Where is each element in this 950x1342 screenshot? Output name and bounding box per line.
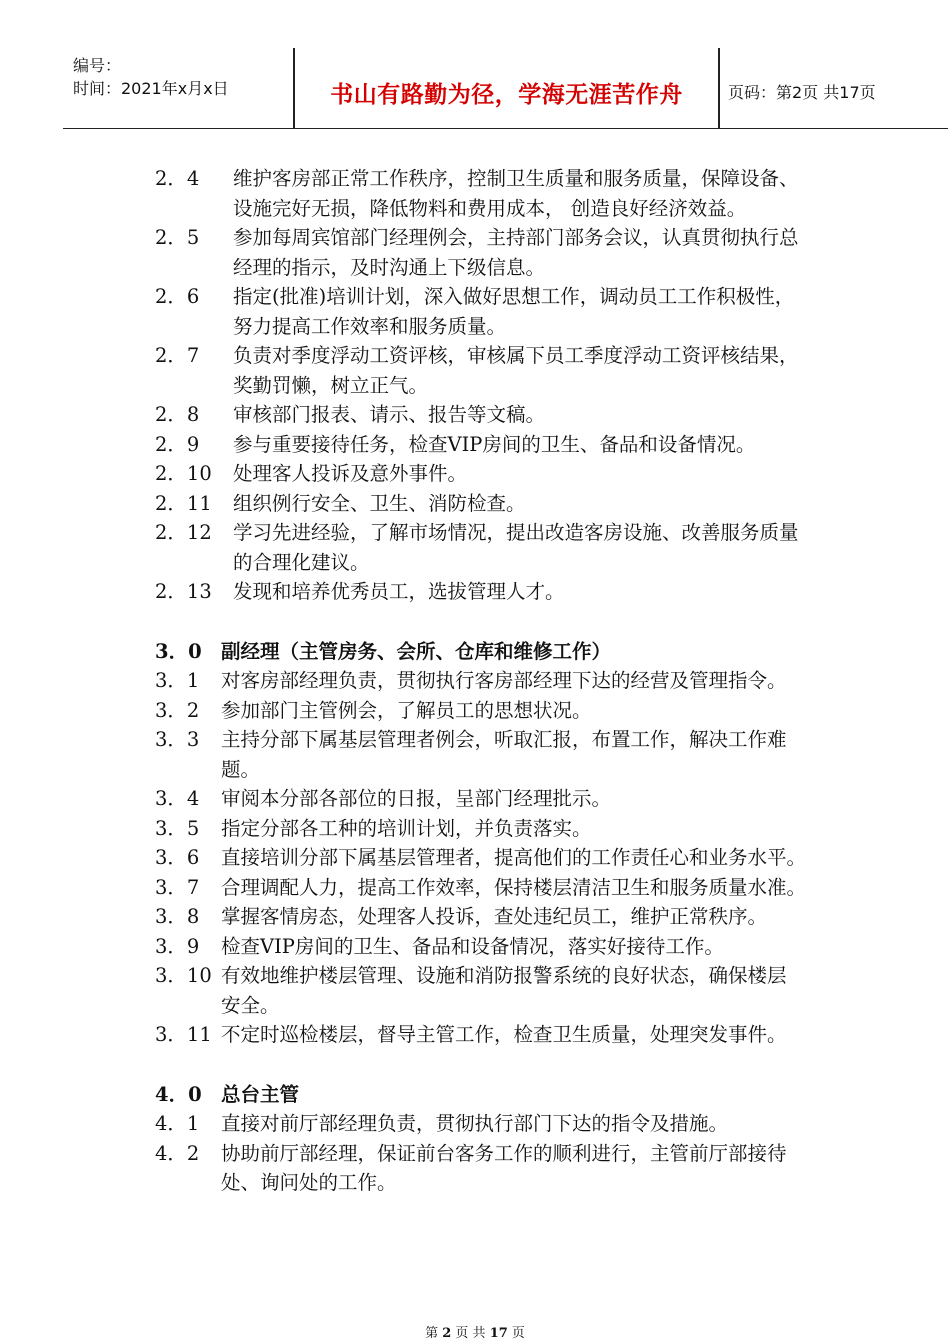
item-text-line: 组织例行安全、卫生、消防检查。 <box>233 491 526 515</box>
page-footer <box>0 1322 950 1341</box>
header-divider <box>718 48 720 128</box>
item-text-line: 处、询问处的工作。 <box>221 1171 397 1194</box>
item-number: 2．8 <box>155 403 200 426</box>
section-heading <box>0 1080 950 1110</box>
item-number: 3．11 <box>155 1023 212 1046</box>
item-text-line: 维护客房部正常工作秩序，控制卫生质量和服务质量，保障设备、 <box>233 167 799 190</box>
item-text-line: 负责对季度浮动工资评核，审核属下员工季度浮动工资评核结果， <box>233 344 799 367</box>
header-page-number: 页码：第2页 共17页 <box>728 83 876 102</box>
item-text-line: 指定分部各工种的培训计划，并负责落实。 <box>221 816 592 840</box>
item-number: 2．9 <box>155 432 200 456</box>
item-number: 3．3 <box>155 728 200 751</box>
heading-number: 4．0 <box>155 1082 202 1106</box>
section-3 <box>0 637 950 1050</box>
item-number: 3．2 <box>155 698 200 722</box>
section-4 <box>0 1080 950 1198</box>
item-text-line: 审阅本分部各部位的日报，呈部门经理批示。 <box>221 787 612 810</box>
header-motto: 书山有路勤为径，学海无涯苦作舟 <box>330 82 683 108</box>
list-item <box>0 282 950 341</box>
list-item <box>0 1109 950 1139</box>
list-item <box>0 400 950 430</box>
footer-suffix: 页 <box>511 1326 525 1341</box>
item-number: 3．10 <box>155 964 212 987</box>
footer-total-pages: 17 <box>489 1326 508 1341</box>
item-text-line: 奖勤罚懒，树立正气。 <box>233 373 429 397</box>
item-text-line: 对客房部经理负责，贯彻执行客房部经理下达的经营及管理指令。 <box>221 669 787 692</box>
list-item <box>0 1139 950 1198</box>
item-number: 2．5 <box>155 226 200 249</box>
section-gap <box>0 607 950 637</box>
item-text-line: 有效地维护楼层管理、设施和消防报警系统的良好状态，确保楼层 <box>221 964 787 987</box>
item-number: 3．8 <box>155 905 200 928</box>
footer-page-number: 2 <box>442 1326 452 1341</box>
item-text-line: 合理调配人力，提高工作效率，保持楼层清洁卫生和服务质量水准。 <box>221 875 807 899</box>
item-text-line: 参加部门主管例会，了解员工的思想状况。 <box>221 698 592 722</box>
section-heading <box>0 637 950 667</box>
item-number: 2．11 <box>155 491 212 515</box>
list-item <box>0 577 950 607</box>
list-item <box>0 223 950 282</box>
item-number: 3．7 <box>155 875 200 899</box>
item-number: 4．2 <box>155 1141 200 1165</box>
heading-text: 总台主管 <box>221 1082 300 1106</box>
item-text-line: 指定(批准)培训计划，深入做好思想工作，调动员工工作积极性， <box>233 285 795 308</box>
footer-mid: 页 共 <box>455 1326 486 1341</box>
item-number: 3．9 <box>155 934 200 958</box>
list-item <box>0 430 950 460</box>
item-text-line: 掌握客情房态，处理客人投诉，查处违纪员工，维护正常秩序。 <box>221 905 768 928</box>
list-item <box>0 725 950 784</box>
item-number: 4．1 <box>155 1112 200 1135</box>
header-meta <box>73 54 229 100</box>
list-item <box>0 164 950 223</box>
item-number: 2．4 <box>155 167 200 190</box>
list-item <box>0 518 950 577</box>
list-item <box>0 961 950 1020</box>
list-item <box>0 902 950 932</box>
section-2 <box>0 164 950 607</box>
item-number: 2．13 <box>155 580 212 603</box>
item-text-line: 设施完好无损，降低物料和费用成本， 创造良好经济效益。 <box>233 196 747 220</box>
item-number: 2．7 <box>155 344 200 367</box>
list-item <box>0 814 950 844</box>
item-number: 2．10 <box>155 462 212 485</box>
section-gap <box>0 1050 950 1080</box>
item-text-line: 主持分部下属基层管理者例会，听取汇报，布置工作，解决工作难 <box>221 728 787 751</box>
list-item <box>0 873 950 903</box>
list-item <box>0 696 950 726</box>
item-text-line: 直接培训分部下属基层管理者，提高他们的工作责任心和业务水平。 <box>221 846 807 869</box>
item-text-line: 检查VIP房间的卫生、备品和设备情况，落实好接待工作。 <box>221 934 724 958</box>
list-item <box>0 784 950 814</box>
item-number: 3．6 <box>155 846 200 869</box>
footer-prefix: 第 <box>425 1326 439 1341</box>
item-number: 3．4 <box>155 787 200 810</box>
item-text-line: 安全。 <box>221 993 280 1017</box>
list-item <box>0 932 950 962</box>
list-item <box>0 1020 950 1050</box>
document-number-label: 编号： <box>73 56 122 75</box>
item-text-line: 处理客人投诉及意外事件。 <box>233 462 468 485</box>
item-text-line: 协助前厅部经理，保证前台客务工作的顺利进行，主管前厅部接待 <box>221 1141 787 1165</box>
document-body <box>0 164 950 1198</box>
item-text-line: 题。 <box>221 757 261 781</box>
list-item <box>0 489 950 519</box>
item-text-line: 直接对前厅部经理负责，贯彻执行部门下达的指令及措施。 <box>221 1112 729 1135</box>
item-number: 2．6 <box>155 285 200 308</box>
item-text-line: 努力提高工作效率和服务质量。 <box>233 314 507 338</box>
item-number: 3．1 <box>155 669 200 692</box>
page-header <box>63 48 948 129</box>
item-number: 3．5 <box>155 816 200 840</box>
item-text-line: 经理的指示，及时沟通上下级信息。 <box>233 255 546 279</box>
list-item <box>0 341 950 400</box>
list-item <box>0 459 950 489</box>
item-text-line: 不定时巡检楼层，督导主管工作，检查卫生质量，处理突发事件。 <box>221 1023 787 1046</box>
list-item <box>0 666 950 696</box>
heading-number: 3．0 <box>155 639 202 663</box>
item-text-line: 参与重要接待任务，检查VIP房间的卫生、备品和设备情况。 <box>233 432 756 456</box>
item-text-line: 学习先进经验，了解市场情况，提出改造客房设施、改善服务质量 <box>233 521 799 544</box>
list-item <box>0 843 950 873</box>
document-time-label: 时间：2021年x月x日 <box>73 79 229 98</box>
item-text-line: 发现和培养优秀员工，选拔管理人才。 <box>233 580 565 603</box>
item-text-line: 参加每周宾馆部门经理例会，主持部门部务会议，认真贯彻执行总 <box>233 226 799 249</box>
heading-text: 副经理（主管房务、会所、仓库和维修工作） <box>221 639 612 663</box>
item-text-line: 审核部门报表、请示、报告等文稿。 <box>233 403 546 426</box>
item-number: 2．12 <box>155 521 212 544</box>
item-text-line: 的合理化建议。 <box>233 550 370 574</box>
